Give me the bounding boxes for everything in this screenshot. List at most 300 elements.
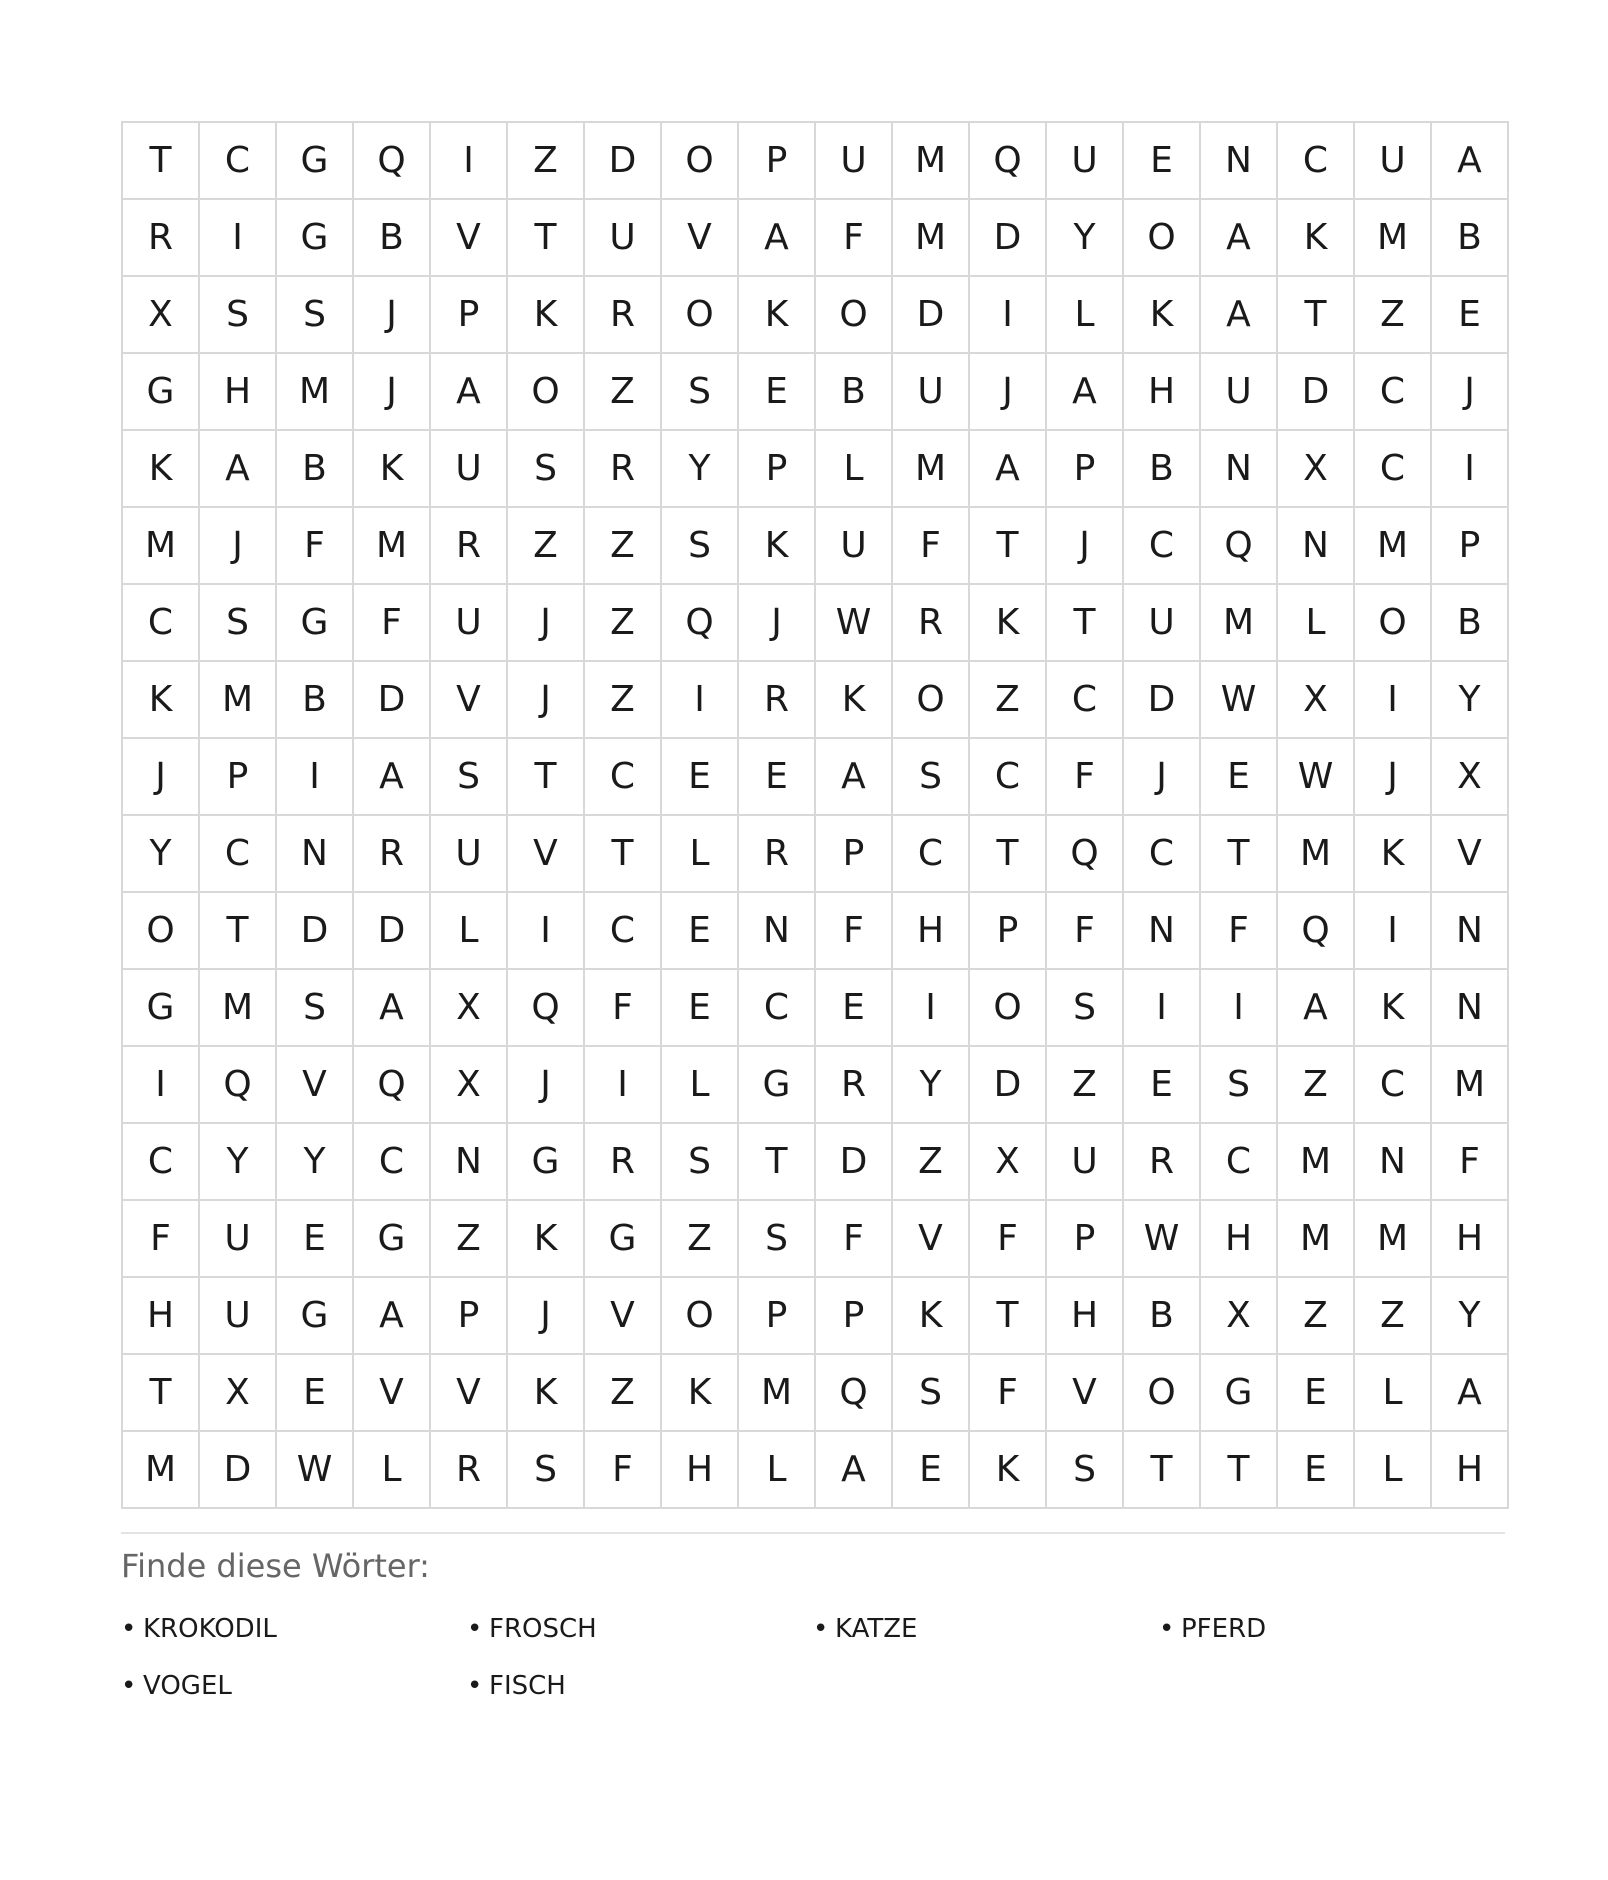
- grid-cell[interactable]: Y: [123, 816, 200, 893]
- grid-cell[interactable]: O: [816, 277, 893, 354]
- grid-cell[interactable]: E: [816, 970, 893, 1047]
- grid-cell[interactable]: V: [277, 1047, 354, 1124]
- grid-cell[interactable]: L: [1047, 277, 1124, 354]
- grid-cell[interactable]: Q: [354, 1047, 431, 1124]
- grid-cell[interactable]: P: [1047, 431, 1124, 508]
- grid-cell[interactable]: H: [1201, 1201, 1278, 1278]
- grid-cell[interactable]: E: [739, 739, 816, 816]
- grid-cell[interactable]: D: [893, 277, 970, 354]
- grid-cell[interactable]: Y: [277, 1124, 354, 1201]
- grid-cell[interactable]: R: [431, 1432, 508, 1509]
- grid-cell[interactable]: R: [1124, 1124, 1201, 1201]
- grid-cell[interactable]: L: [662, 1047, 739, 1124]
- grid-cell[interactable]: P: [739, 431, 816, 508]
- grid-cell[interactable]: Z: [431, 1201, 508, 1278]
- grid-cell[interactable]: G: [508, 1124, 585, 1201]
- grid-cell[interactable]: V: [431, 200, 508, 277]
- grid-cell[interactable]: S: [508, 431, 585, 508]
- grid-cell[interactable]: C: [1124, 508, 1201, 585]
- grid-cell[interactable]: L: [816, 431, 893, 508]
- grid-cell[interactable]: S: [1047, 1432, 1124, 1509]
- grid-cell[interactable]: T: [970, 508, 1047, 585]
- grid-cell[interactable]: M: [739, 1355, 816, 1432]
- grid-cell[interactable]: C: [1201, 1124, 1278, 1201]
- grid-cell[interactable]: D: [200, 1432, 277, 1509]
- grid-cell[interactable]: F: [893, 508, 970, 585]
- grid-cell[interactable]: I: [508, 893, 585, 970]
- grid-cell[interactable]: A: [970, 431, 1047, 508]
- grid-cell[interactable]: Z: [1355, 277, 1432, 354]
- grid-cell[interactable]: C: [1355, 354, 1432, 431]
- grid-cell[interactable]: G: [739, 1047, 816, 1124]
- grid-cell[interactable]: C: [893, 816, 970, 893]
- grid-cell[interactable]: A: [431, 354, 508, 431]
- grid-cell[interactable]: Z: [508, 508, 585, 585]
- grid-cell[interactable]: F: [1432, 1124, 1509, 1201]
- grid-cell[interactable]: E: [277, 1355, 354, 1432]
- grid-cell[interactable]: Z: [1278, 1047, 1355, 1124]
- grid-cell[interactable]: G: [277, 200, 354, 277]
- grid-cell[interactable]: I: [1432, 431, 1509, 508]
- grid-cell[interactable]: U: [200, 1201, 277, 1278]
- grid-cell[interactable]: T: [1047, 585, 1124, 662]
- grid-cell[interactable]: G: [123, 970, 200, 1047]
- grid-cell[interactable]: J: [739, 585, 816, 662]
- grid-cell[interactable]: Z: [585, 354, 662, 431]
- grid-cell[interactable]: A: [739, 200, 816, 277]
- grid-cell[interactable]: V: [508, 816, 585, 893]
- grid-cell[interactable]: T: [1201, 816, 1278, 893]
- grid-cell[interactable]: S: [200, 585, 277, 662]
- grid-cell[interactable]: P: [816, 816, 893, 893]
- grid-cell[interactable]: A: [816, 739, 893, 816]
- grid-cell[interactable]: Q: [1278, 893, 1355, 970]
- grid-cell[interactable]: Y: [893, 1047, 970, 1124]
- grid-cell[interactable]: W: [277, 1432, 354, 1509]
- grid-cell[interactable]: K: [1124, 277, 1201, 354]
- grid-cell[interactable]: B: [277, 431, 354, 508]
- grid-cell[interactable]: L: [662, 816, 739, 893]
- grid-cell[interactable]: Q: [970, 123, 1047, 200]
- grid-cell[interactable]: V: [1432, 816, 1509, 893]
- grid-cell[interactable]: F: [585, 970, 662, 1047]
- grid-cell[interactable]: J: [354, 277, 431, 354]
- grid-cell[interactable]: I: [1355, 662, 1432, 739]
- grid-cell[interactable]: J: [354, 354, 431, 431]
- grid-cell[interactable]: B: [277, 662, 354, 739]
- grid-cell[interactable]: Q: [354, 123, 431, 200]
- grid-cell[interactable]: T: [970, 816, 1047, 893]
- grid-cell[interactable]: O: [662, 1278, 739, 1355]
- grid-cell[interactable]: R: [739, 816, 816, 893]
- grid-cell[interactable]: K: [970, 585, 1047, 662]
- grid-cell[interactable]: F: [277, 508, 354, 585]
- grid-cell[interactable]: A: [1432, 1355, 1509, 1432]
- grid-cell[interactable]: A: [354, 970, 431, 1047]
- grid-cell[interactable]: B: [354, 200, 431, 277]
- grid-cell[interactable]: T: [1201, 1432, 1278, 1509]
- grid-cell[interactable]: N: [739, 893, 816, 970]
- grid-cell[interactable]: X: [200, 1355, 277, 1432]
- grid-cell[interactable]: O: [123, 893, 200, 970]
- grid-cell[interactable]: I: [585, 1047, 662, 1124]
- grid-cell[interactable]: M: [123, 1432, 200, 1509]
- grid-cell[interactable]: M: [123, 508, 200, 585]
- grid-cell[interactable]: V: [662, 200, 739, 277]
- grid-cell[interactable]: G: [277, 585, 354, 662]
- grid-cell[interactable]: U: [431, 816, 508, 893]
- grid-cell[interactable]: U: [431, 585, 508, 662]
- grid-cell[interactable]: I: [1355, 893, 1432, 970]
- grid-cell[interactable]: T: [970, 1278, 1047, 1355]
- grid-cell[interactable]: E: [893, 1432, 970, 1509]
- grid-cell[interactable]: P: [1047, 1201, 1124, 1278]
- grid-cell[interactable]: Z: [662, 1201, 739, 1278]
- grid-cell[interactable]: L: [1355, 1432, 1432, 1509]
- grid-cell[interactable]: V: [354, 1355, 431, 1432]
- grid-cell[interactable]: F: [970, 1355, 1047, 1432]
- grid-cell[interactable]: P: [1432, 508, 1509, 585]
- grid-cell[interactable]: S: [662, 354, 739, 431]
- grid-cell[interactable]: N: [277, 816, 354, 893]
- grid-cell[interactable]: A: [1201, 200, 1278, 277]
- grid-cell[interactable]: B: [816, 354, 893, 431]
- grid-cell[interactable]: B: [1124, 431, 1201, 508]
- grid-cell[interactable]: I: [277, 739, 354, 816]
- grid-cell[interactable]: R: [585, 277, 662, 354]
- grid-cell[interactable]: T: [585, 816, 662, 893]
- grid-cell[interactable]: K: [1355, 816, 1432, 893]
- grid-cell[interactable]: A: [1047, 354, 1124, 431]
- grid-cell[interactable]: Z: [585, 1355, 662, 1432]
- grid-cell[interactable]: C: [354, 1124, 431, 1201]
- grid-cell[interactable]: I: [431, 123, 508, 200]
- grid-cell[interactable]: R: [431, 508, 508, 585]
- grid-cell[interactable]: J: [200, 508, 277, 585]
- grid-cell[interactable]: W: [816, 585, 893, 662]
- grid-cell[interactable]: G: [354, 1201, 431, 1278]
- grid-cell[interactable]: J: [1432, 354, 1509, 431]
- grid-cell[interactable]: Z: [970, 662, 1047, 739]
- grid-cell[interactable]: D: [1278, 354, 1355, 431]
- grid-cell[interactable]: H: [1432, 1432, 1509, 1509]
- grid-cell[interactable]: F: [816, 1201, 893, 1278]
- grid-cell[interactable]: Q: [816, 1355, 893, 1432]
- grid-cell[interactable]: Z: [585, 585, 662, 662]
- grid-cell[interactable]: N: [1278, 508, 1355, 585]
- grid-cell[interactable]: S: [662, 508, 739, 585]
- grid-cell[interactable]: I: [662, 662, 739, 739]
- grid-cell[interactable]: B: [1124, 1278, 1201, 1355]
- grid-cell[interactable]: K: [816, 662, 893, 739]
- grid-cell[interactable]: A: [1432, 123, 1509, 200]
- grid-cell[interactable]: F: [123, 1201, 200, 1278]
- grid-cell[interactable]: I: [123, 1047, 200, 1124]
- grid-cell[interactable]: M: [1278, 1124, 1355, 1201]
- grid-cell[interactable]: E: [662, 739, 739, 816]
- grid-cell[interactable]: X: [1278, 662, 1355, 739]
- grid-cell[interactable]: Y: [1432, 662, 1509, 739]
- grid-cell[interactable]: N: [1201, 123, 1278, 200]
- grid-cell[interactable]: C: [1124, 816, 1201, 893]
- grid-cell[interactable]: U: [200, 1278, 277, 1355]
- grid-cell[interactable]: Z: [1355, 1278, 1432, 1355]
- grid-cell[interactable]: R: [893, 585, 970, 662]
- grid-cell[interactable]: U: [1047, 1124, 1124, 1201]
- grid-cell[interactable]: M: [1355, 200, 1432, 277]
- grid-cell[interactable]: C: [200, 123, 277, 200]
- grid-cell[interactable]: E: [1278, 1355, 1355, 1432]
- grid-cell[interactable]: E: [1278, 1432, 1355, 1509]
- grid-cell[interactable]: U: [1124, 585, 1201, 662]
- grid-cell[interactable]: A: [354, 1278, 431, 1355]
- grid-cell[interactable]: K: [739, 277, 816, 354]
- grid-cell[interactable]: G: [277, 123, 354, 200]
- grid-cell[interactable]: M: [893, 200, 970, 277]
- grid-cell[interactable]: P: [431, 1278, 508, 1355]
- grid-cell[interactable]: Q: [200, 1047, 277, 1124]
- grid-cell[interactable]: J: [1124, 739, 1201, 816]
- grid-cell[interactable]: U: [1047, 123, 1124, 200]
- grid-cell[interactable]: J: [123, 739, 200, 816]
- grid-cell[interactable]: D: [354, 893, 431, 970]
- grid-cell[interactable]: C: [123, 585, 200, 662]
- grid-cell[interactable]: E: [662, 893, 739, 970]
- grid-cell[interactable]: M: [893, 123, 970, 200]
- grid-cell[interactable]: T: [1278, 277, 1355, 354]
- grid-cell[interactable]: M: [354, 508, 431, 585]
- grid-cell[interactable]: U: [1355, 123, 1432, 200]
- grid-cell[interactable]: C: [1047, 662, 1124, 739]
- grid-cell[interactable]: C: [1355, 431, 1432, 508]
- grid-cell[interactable]: P: [816, 1278, 893, 1355]
- grid-cell[interactable]: M: [1278, 816, 1355, 893]
- grid-cell[interactable]: E: [1124, 1047, 1201, 1124]
- grid-cell[interactable]: Z: [893, 1124, 970, 1201]
- grid-cell[interactable]: Q: [1047, 816, 1124, 893]
- grid-cell[interactable]: N: [1355, 1124, 1432, 1201]
- grid-cell[interactable]: T: [508, 739, 585, 816]
- grid-cell[interactable]: U: [585, 200, 662, 277]
- grid-cell[interactable]: O: [893, 662, 970, 739]
- grid-cell[interactable]: R: [585, 431, 662, 508]
- grid-cell[interactable]: S: [893, 739, 970, 816]
- grid-cell[interactable]: P: [970, 893, 1047, 970]
- grid-cell[interactable]: C: [1355, 1047, 1432, 1124]
- grid-cell[interactable]: S: [431, 739, 508, 816]
- grid-cell[interactable]: P: [739, 123, 816, 200]
- grid-cell[interactable]: M: [277, 354, 354, 431]
- grid-cell[interactable]: S: [893, 1355, 970, 1432]
- grid-cell[interactable]: D: [1124, 662, 1201, 739]
- grid-cell[interactable]: A: [200, 431, 277, 508]
- grid-cell[interactable]: M: [1278, 1201, 1355, 1278]
- grid-cell[interactable]: J: [508, 585, 585, 662]
- grid-cell[interactable]: R: [585, 1124, 662, 1201]
- grid-cell[interactable]: G: [277, 1278, 354, 1355]
- grid-cell[interactable]: N: [1432, 893, 1509, 970]
- grid-cell[interactable]: A: [1278, 970, 1355, 1047]
- grid-cell[interactable]: K: [508, 1355, 585, 1432]
- grid-cell[interactable]: S: [1201, 1047, 1278, 1124]
- grid-cell[interactable]: H: [200, 354, 277, 431]
- grid-cell[interactable]: T: [508, 200, 585, 277]
- grid-cell[interactable]: P: [431, 277, 508, 354]
- grid-cell[interactable]: W: [1278, 739, 1355, 816]
- grid-cell[interactable]: R: [123, 200, 200, 277]
- grid-cell[interactable]: C: [585, 893, 662, 970]
- grid-cell[interactable]: S: [277, 277, 354, 354]
- grid-cell[interactable]: V: [1047, 1355, 1124, 1432]
- grid-cell[interactable]: Y: [662, 431, 739, 508]
- grid-cell[interactable]: T: [739, 1124, 816, 1201]
- grid-cell[interactable]: I: [1124, 970, 1201, 1047]
- grid-cell[interactable]: F: [816, 200, 893, 277]
- grid-cell[interactable]: U: [431, 431, 508, 508]
- grid-cell[interactable]: T: [1124, 1432, 1201, 1509]
- grid-cell[interactable]: V: [585, 1278, 662, 1355]
- grid-cell[interactable]: E: [739, 354, 816, 431]
- grid-cell[interactable]: X: [1201, 1278, 1278, 1355]
- grid-cell[interactable]: H: [123, 1278, 200, 1355]
- grid-cell[interactable]: X: [1278, 431, 1355, 508]
- grid-cell[interactable]: G: [585, 1201, 662, 1278]
- grid-cell[interactable]: J: [970, 354, 1047, 431]
- grid-cell[interactable]: L: [1278, 585, 1355, 662]
- grid-cell[interactable]: F: [1047, 739, 1124, 816]
- grid-cell[interactable]: D: [970, 1047, 1047, 1124]
- grid-cell[interactable]: R: [739, 662, 816, 739]
- grid-cell[interactable]: X: [123, 277, 200, 354]
- grid-cell[interactable]: E: [1201, 739, 1278, 816]
- grid-cell[interactable]: Y: [1047, 200, 1124, 277]
- grid-cell[interactable]: A: [816, 1432, 893, 1509]
- grid-cell[interactable]: T: [123, 123, 200, 200]
- grid-cell[interactable]: W: [1124, 1201, 1201, 1278]
- grid-cell[interactable]: K: [123, 431, 200, 508]
- grid-cell[interactable]: Y: [200, 1124, 277, 1201]
- grid-cell[interactable]: S: [508, 1432, 585, 1509]
- grid-cell[interactable]: F: [354, 585, 431, 662]
- grid-cell[interactable]: P: [739, 1278, 816, 1355]
- grid-cell[interactable]: M: [200, 970, 277, 1047]
- grid-cell[interactable]: X: [431, 1047, 508, 1124]
- grid-cell[interactable]: E: [662, 970, 739, 1047]
- grid-cell[interactable]: Z: [1047, 1047, 1124, 1124]
- grid-cell[interactable]: I: [970, 277, 1047, 354]
- grid-cell[interactable]: V: [893, 1201, 970, 1278]
- grid-cell[interactable]: U: [816, 508, 893, 585]
- grid-cell[interactable]: K: [1355, 970, 1432, 1047]
- grid-cell[interactable]: L: [1355, 1355, 1432, 1432]
- grid-cell[interactable]: F: [585, 1432, 662, 1509]
- grid-cell[interactable]: K: [893, 1278, 970, 1355]
- grid-cell[interactable]: L: [739, 1432, 816, 1509]
- grid-cell[interactable]: H: [1047, 1278, 1124, 1355]
- grid-cell[interactable]: O: [508, 354, 585, 431]
- grid-cell[interactable]: D: [816, 1124, 893, 1201]
- grid-cell[interactable]: F: [1047, 893, 1124, 970]
- grid-cell[interactable]: X: [970, 1124, 1047, 1201]
- grid-cell[interactable]: J: [508, 1047, 585, 1124]
- grid-cell[interactable]: M: [1355, 1201, 1432, 1278]
- grid-cell[interactable]: H: [662, 1432, 739, 1509]
- grid-cell[interactable]: Z: [585, 662, 662, 739]
- grid-cell[interactable]: T: [123, 1355, 200, 1432]
- grid-cell[interactable]: K: [508, 277, 585, 354]
- grid-cell[interactable]: M: [1201, 585, 1278, 662]
- grid-cell[interactable]: R: [816, 1047, 893, 1124]
- grid-cell[interactable]: Y: [1432, 1278, 1509, 1355]
- grid-cell[interactable]: B: [1432, 200, 1509, 277]
- grid-cell[interactable]: C: [739, 970, 816, 1047]
- grid-cell[interactable]: S: [200, 277, 277, 354]
- grid-cell[interactable]: G: [123, 354, 200, 431]
- grid-cell[interactable]: N: [1432, 970, 1509, 1047]
- grid-cell[interactable]: O: [1124, 200, 1201, 277]
- grid-cell[interactable]: J: [508, 1278, 585, 1355]
- grid-cell[interactable]: C: [123, 1124, 200, 1201]
- grid-cell[interactable]: E: [277, 1201, 354, 1278]
- grid-cell[interactable]: W: [1201, 662, 1278, 739]
- grid-cell[interactable]: N: [1201, 431, 1278, 508]
- grid-cell[interactable]: O: [970, 970, 1047, 1047]
- grid-cell[interactable]: E: [1432, 277, 1509, 354]
- grid-cell[interactable]: K: [123, 662, 200, 739]
- grid-cell[interactable]: F: [970, 1201, 1047, 1278]
- grid-cell[interactable]: J: [1355, 739, 1432, 816]
- grid-cell[interactable]: H: [1432, 1201, 1509, 1278]
- grid-cell[interactable]: M: [200, 662, 277, 739]
- grid-cell[interactable]: K: [739, 508, 816, 585]
- grid-cell[interactable]: S: [277, 970, 354, 1047]
- grid-cell[interactable]: A: [1201, 277, 1278, 354]
- grid-cell[interactable]: J: [1047, 508, 1124, 585]
- grid-cell[interactable]: K: [508, 1201, 585, 1278]
- grid-cell[interactable]: F: [1201, 893, 1278, 970]
- grid-cell[interactable]: N: [1124, 893, 1201, 970]
- grid-cell[interactable]: L: [354, 1432, 431, 1509]
- grid-cell[interactable]: P: [200, 739, 277, 816]
- grid-cell[interactable]: S: [662, 1124, 739, 1201]
- grid-cell[interactable]: A: [354, 739, 431, 816]
- grid-cell[interactable]: D: [354, 662, 431, 739]
- grid-cell[interactable]: K: [970, 1432, 1047, 1509]
- grid-cell[interactable]: C: [970, 739, 1047, 816]
- grid-cell[interactable]: X: [431, 970, 508, 1047]
- grid-cell[interactable]: U: [816, 123, 893, 200]
- grid-cell[interactable]: I: [1201, 970, 1278, 1047]
- grid-cell[interactable]: R: [354, 816, 431, 893]
- grid-cell[interactable]: Q: [508, 970, 585, 1047]
- grid-cell[interactable]: K: [354, 431, 431, 508]
- grid-cell[interactable]: M: [1432, 1047, 1509, 1124]
- grid-cell[interactable]: G: [1201, 1355, 1278, 1432]
- grid-cell[interactable]: D: [585, 123, 662, 200]
- grid-cell[interactable]: S: [739, 1201, 816, 1278]
- grid-cell[interactable]: O: [1124, 1355, 1201, 1432]
- grid-cell[interactable]: Z: [585, 508, 662, 585]
- grid-cell[interactable]: B: [1432, 585, 1509, 662]
- grid-cell[interactable]: O: [662, 277, 739, 354]
- grid-cell[interactable]: D: [277, 893, 354, 970]
- grid-cell[interactable]: M: [893, 431, 970, 508]
- grid-cell[interactable]: Q: [1201, 508, 1278, 585]
- grid-cell[interactable]: N: [431, 1124, 508, 1201]
- grid-cell[interactable]: O: [1355, 585, 1432, 662]
- grid-cell[interactable]: Z: [508, 123, 585, 200]
- grid-cell[interactable]: I: [893, 970, 970, 1047]
